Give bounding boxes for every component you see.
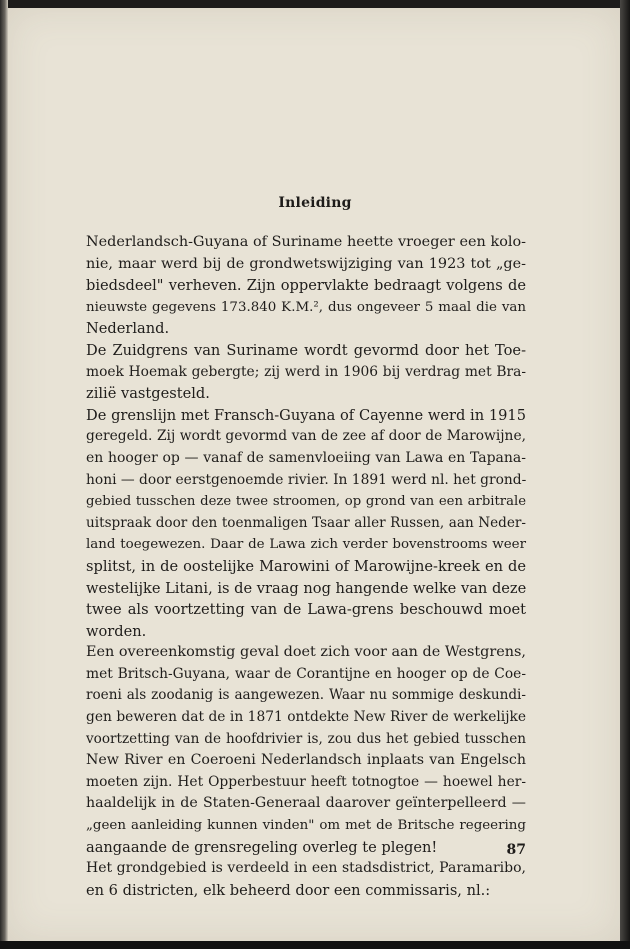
body-text (86, 232, 526, 901)
text-line: geregeld. Zij wordt gevormd van de zee af door de Marowijne, (86, 428, 526, 445)
text-line: twee als voortzetting van de Lawa-grens beschouwd moet (86, 601, 526, 619)
text-line: „geen aanleiding kunnen vinden" om met de Britsche regeering (86, 818, 526, 834)
text-line: gebied tusschen deze twee stroomen, op grond van een arbitrale (86, 494, 526, 510)
text-line: Het grondgebied is verdeeld in een stadsdistrict, Paramaribo, (86, 860, 526, 877)
text-line: zilië vastgesteld. (86, 385, 210, 403)
text-line: De grenslijn met Fransch-Guyana of Cayenne werd in 1915 (86, 406, 526, 424)
text-line: biedsdeel" verheven. Zijn oppervlakte bedraagt volgens de (86, 277, 526, 295)
text-line: nieuwste gegevens 173.840 K.M.², dus ongeveer 5 maal die van (86, 299, 526, 315)
paragraph-5 (86, 858, 526, 901)
paragraph-3 (86, 405, 526, 643)
text-line: worden. (86, 622, 147, 640)
text-line: nie, maar werd bij de grondwetswijziging van 1923 tot „ge- (86, 255, 526, 272)
text-line: De Zuidgrens van Suriname wordt gevormd door het Toe- (86, 341, 526, 359)
text-line: moeten zijn. Het Opperbestuur heeft totnogtoe — hoewel her- (86, 773, 526, 790)
text-line: Nederland. (86, 320, 170, 338)
text-line: Nederlandsch-Guyana of Suriname heette vroeger een kolo- (86, 234, 526, 250)
text-line: land toegewezen. Daar de Lawa zich verder bovenstrooms weer (86, 537, 526, 553)
text-line: voortzetting van de hoofdrivier is, zou dus het gebied tusschen (86, 730, 526, 747)
text-line: haaldelijk in de Staten-Generaal daarover geïnterpelleerd — (86, 795, 526, 812)
text-line: gen beweren dat de in 1871 ontdekte New River de werkelijke (86, 709, 526, 726)
text-line: honi — door eerstgenoemde rivier. In 1891 werd nl. het grond- (86, 471, 527, 488)
text-line: Een overeenkomstig geval doet zich voor aan de Westgrens, (86, 644, 526, 661)
chapter-heading: Inleiding (278, 195, 352, 211)
text-line: uitspraak door den toenmaligen Tsaar aller Russen, aan Neder- (86, 514, 526, 531)
page-edge (620, 0, 630, 949)
text-line: met Britsch-Guyana, waar de Corantijne en hooger op de Coe- (86, 665, 526, 682)
text-line: New River en Coeroeni Nederlandsch inplaats van Engelsch (86, 752, 526, 769)
page-number: 87 (506, 842, 526, 858)
text-line: splitst, in de oostelijke Marowini of Marowijne-kreek en de (86, 557, 526, 575)
text-line: westelijke Litani, is de vraag nog hangende welke van deze (86, 579, 527, 597)
text-line: roeni als zoodanig is aangewezen. Waar nu sommige deskundi- (86, 687, 526, 704)
text-line: en hooger op — vanaf de samenvloeiing van Lawa en Tapana- (86, 449, 526, 466)
paragraph-2 (86, 340, 526, 405)
page-bottom-edge (0, 941, 630, 949)
text-line: en 6 districten, elk beheerd door een commissaris, nl.: (86, 881, 491, 899)
paragraph-4 (86, 642, 526, 858)
book-spine (0, 0, 8, 949)
paragraph-1 (86, 232, 526, 340)
text-line: moek Hoemak gebergte; zij werd in 1906 bij verdrag met Bra- (86, 363, 526, 380)
text-line: aangaande de grensregeling overleg te plegen! (86, 838, 438, 856)
